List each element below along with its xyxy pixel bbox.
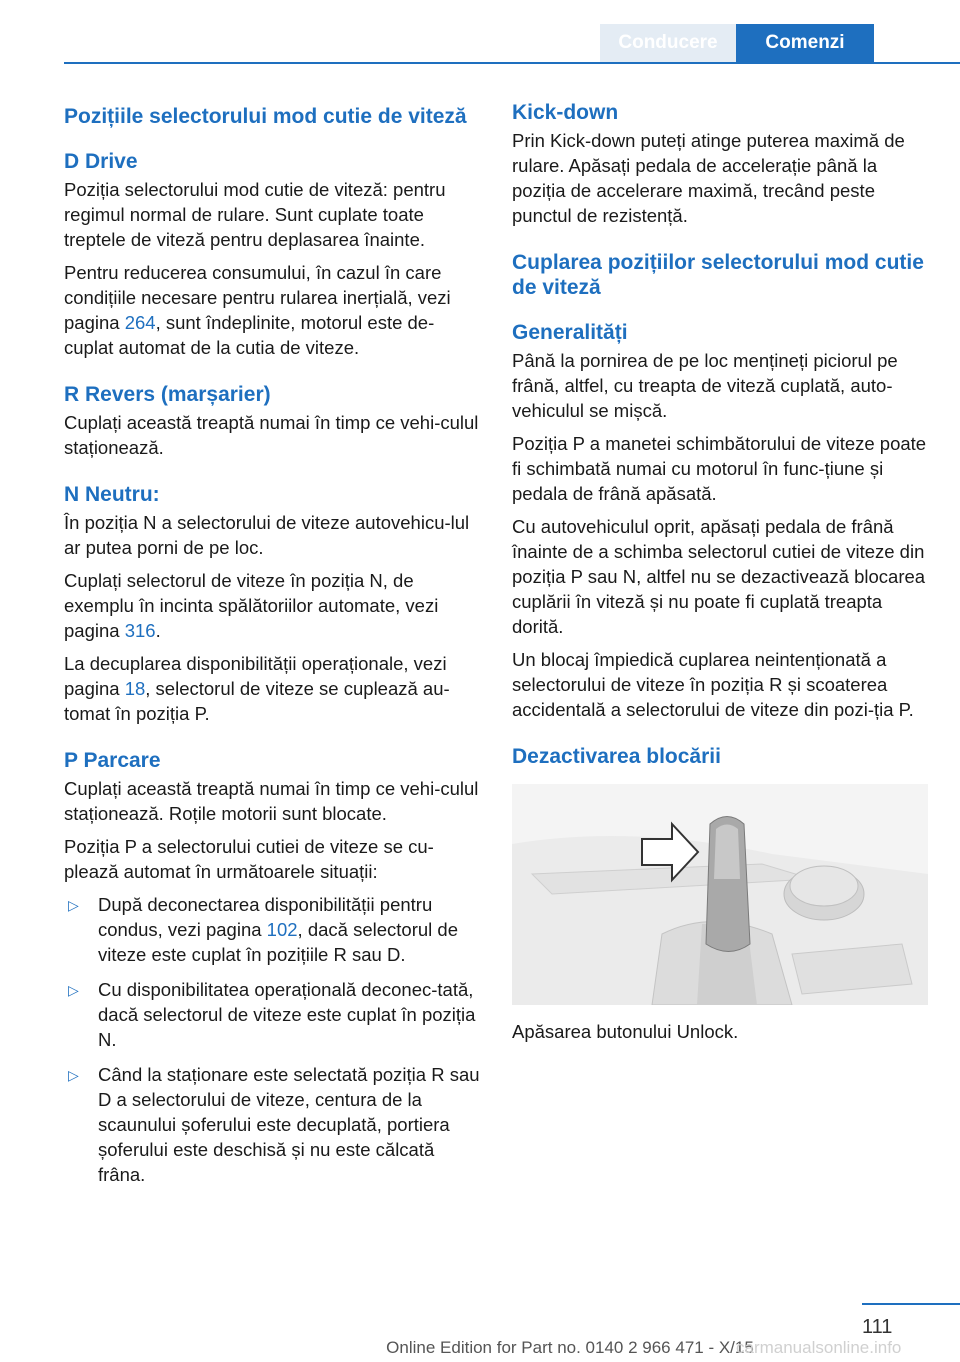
bullet-triangle-icon: ▷ [68,1067,79,1083]
neutral-heading: N Neutru: [64,483,160,506]
page-number: 111 [862,1316,893,1338]
page-link[interactable]: 102 [266,919,298,940]
general-heading: Generalități [512,321,628,344]
page-link[interactable]: 264 [124,312,156,333]
drive-section [64,149,482,360]
general-paragraph-4: Un blocaj împiedică cuplarea neintenționată a selectorului de viteze în poziția R și scoaterea accidentală a selectorului de viteze din pozi-ția P. [512,649,914,720]
bullet-triangle-icon: ▷ [68,982,79,998]
neutral-section [64,482,482,726]
unlock-heading: Dezactivarea blocării [512,745,721,768]
park-paragraph-2: Poziția P a selectorului cutiei de viteze se cu-plează automat în următoarele situații: [64,836,434,882]
drive-paragraph: Poziția selectorului mod cutie de viteză: pentru regimul normal de rulare. Sunt cuplate toate treptele de viteză pentru deplasarea înainte. [64,179,446,250]
gear-selector-illustration [512,784,928,1005]
general-paragraph-3: Cu autovehiculul oprit, apăsați pedala de frână înainte de a schimba selectorul cutiei de viteze din poziția P sau N, altfel nu se dezactivează blocarea cuplării în viteză și nu poate fi cuplată treapta dorită. [512,516,926,637]
figure-caption: Apăsarea butonului Unlock. [512,1021,739,1042]
neutral-paragraph-2: Cuplați selectorul de viteze în poziția N, de exemplu în incinta spălătoriilor automate, vezi pagina 316. [64,570,439,641]
kickdown-paragraph: Prin Kick-down puteți atinge puterea maximă de rulare. Apăsați pedala de accelerație până la poziția de accelerare maximă, trecând peste punctul de rezistență. [512,130,905,226]
edition-footer: Online Edition for Part no. 0140 2 966 471 - X/15 [386,1338,754,1357]
chapter-tabs [600,24,874,62]
right-column [512,100,930,1052]
park-heading: P Parcare [64,749,161,772]
list-item: ▷ După deconectarea disponibilității pentru condus, vezi pagina 102, dacă selectorul de viteze este cuplat în pozițiile R sau D. [68,894,458,965]
section-title: Pozițiile selectorului mod cutie de viteză [64,105,467,128]
park-bullet-list [64,892,482,1187]
general-paragraph-2: Poziția P a manetei schimbătorului de viteze poate fi schimbată numai cu motorul în func-țiune și pedala de frână apăsată. [512,433,927,504]
engage-title: Cuplarea pozițiilor selectorului mod cutie de viteză [512,251,924,299]
neutral-paragraph: În poziția N a selectorului de viteze autovehicu-lul ar putea porni de pe loc. [64,512,470,558]
general-paragraph-1: Până la pornirea de pe loc mențineți piciorul pe frână, altfel, cu treapta de viteză cuplată, auto-vehiculul se mișcă. [512,350,898,421]
page-link[interactable]: 316 [124,620,156,641]
reverse-heading: R Revers (marșarier) [64,383,271,406]
general-section [512,320,930,722]
page-link[interactable]: 18 [124,678,146,699]
tab-conducere[interactable]: Conducere [600,24,736,62]
list-item: ▷ Cu disponibilitatea operațională deconec-tată, dacă selectorul de viteze este cuplat în poziția N. [68,979,476,1050]
kickdown-heading: Kick-down [512,101,619,124]
kickdown-section [512,100,930,228]
tab-comenzi[interactable]: Comenzi [736,24,874,62]
drive-paragraph-2: Pentru reducerea consumului, în cazul în care condițiile necesare pentru rularea inerțială, vezi pagina 264, sunt îndeplinite, motorul este de-cuplat automat de la cutia de viteze. [64,262,451,358]
header-divider [64,62,960,64]
neutral-paragraph-3: La decuplarea disponibilității operaționale, vezi pagina 18, selectorul de viteze se cuplează au-tomat în poziția P. [64,653,450,724]
list-item: ▷ Când la staționare este selectată poziția R sau D a selectorului de viteze, centura de la scaunului șoferului este decuplată, portiera șoferului este deschisă și nu este călcată frâna. [68,1064,480,1185]
left-column [64,100,482,1209]
watermark: carmanualsonline.info [736,1338,902,1357]
reverse-section [64,382,482,460]
gear-selector-drawing [512,784,928,1005]
reverse-paragraph: Cuplați această treaptă numai în timp ce vehi-culul staționează. [64,412,479,458]
park-section [64,748,482,1187]
drive-heading: D Drive [64,150,138,173]
bullet-triangle-icon: ▷ [68,897,79,913]
park-paragraph: Cuplați această treaptă numai în timp ce vehi-culul staționează. Roțile motorii sunt blocate. [64,778,479,824]
page-number-divider [862,1303,960,1305]
unlock-section [512,744,930,1044]
